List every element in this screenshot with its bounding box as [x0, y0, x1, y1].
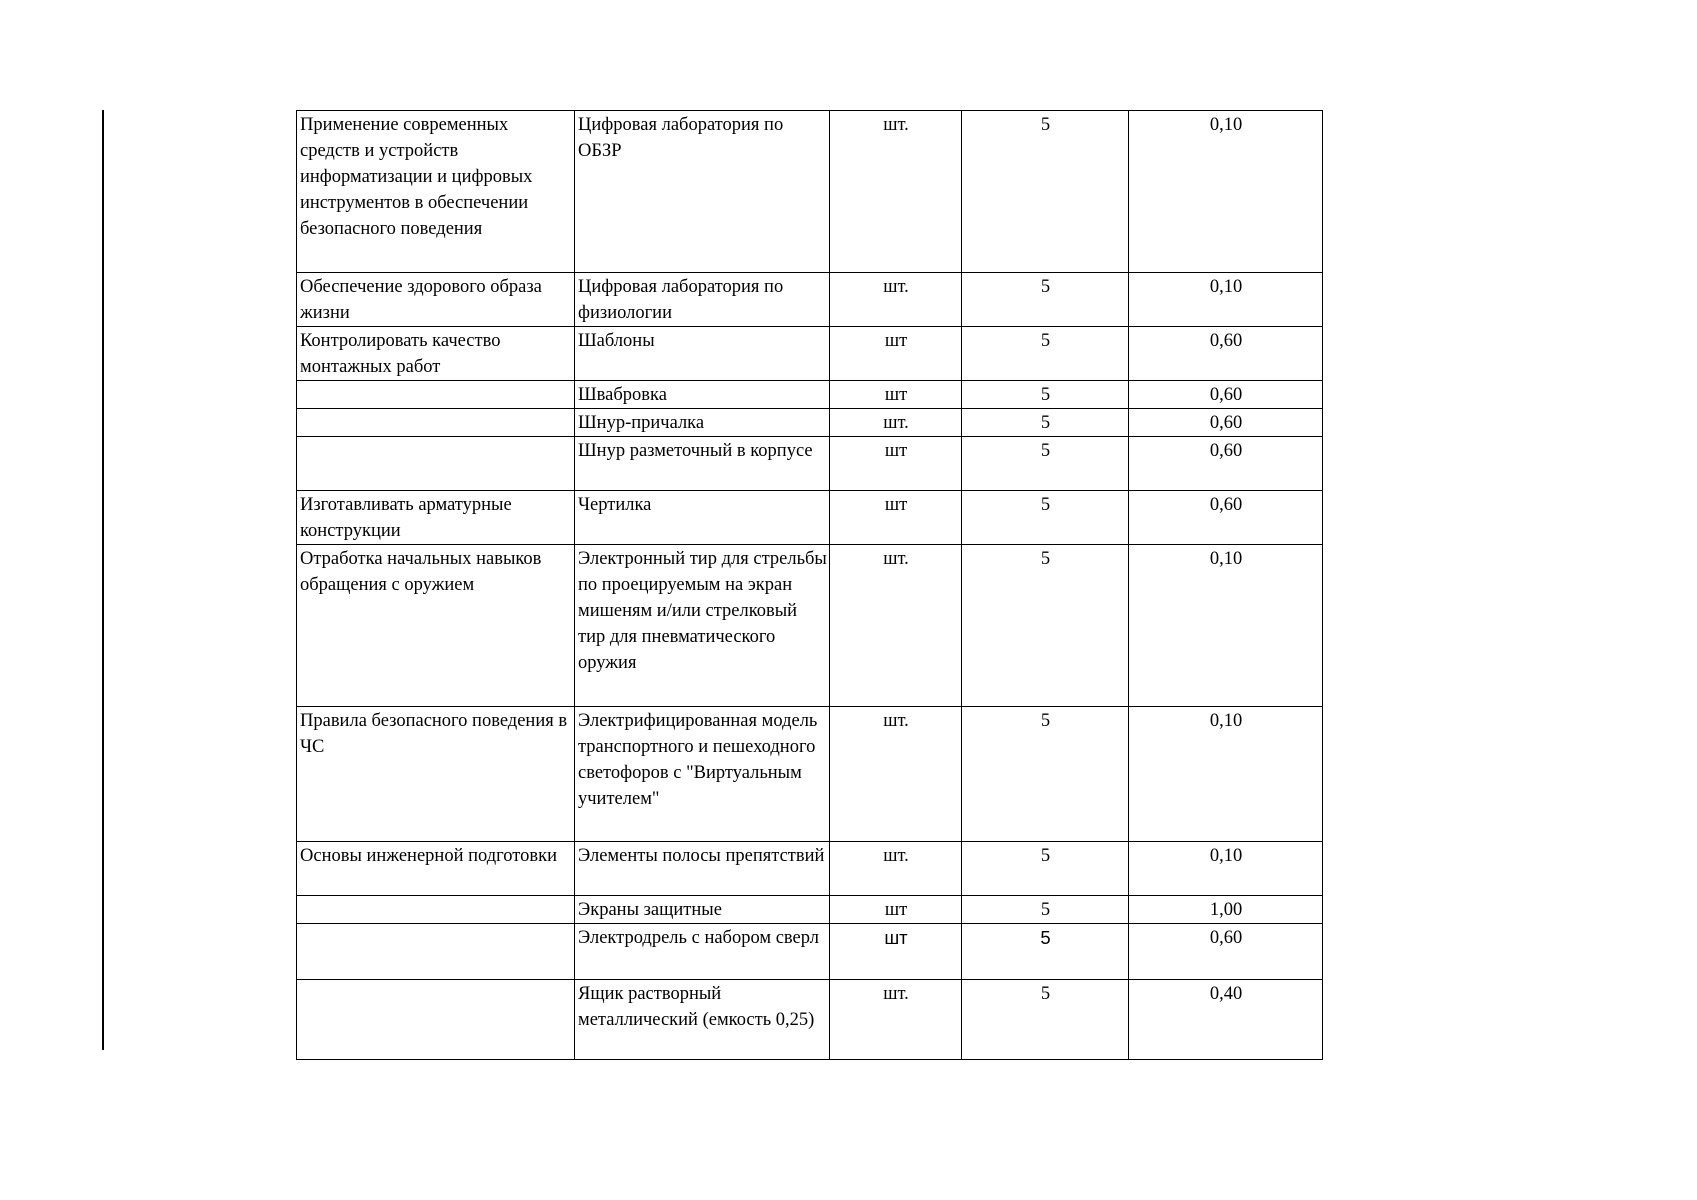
table-row — [297, 491, 1323, 545]
coef-cell: 0,10 — [1129, 545, 1323, 707]
qty-cell: 5 — [962, 707, 1129, 842]
item-cell: Электрифицированная модель транспортного и пешеходного светофоров с "Виртуальным учителем" — [575, 707, 830, 842]
table-row — [297, 545, 1323, 707]
area-cell — [297, 924, 575, 980]
area-cell: Обеспечение здорового образа жизни — [297, 273, 575, 327]
area-cell: Применение современных средств и устройств информатизации и цифровых инструментов в обеспечении безопасного поведения — [297, 111, 575, 273]
table-row — [297, 273, 1323, 327]
table-row — [297, 437, 1323, 491]
item-cell: Шнур разметочный в корпусе — [575, 437, 830, 491]
unit-cell: шт — [830, 327, 962, 381]
qty-cell: 5 — [962, 842, 1129, 896]
table-row — [297, 409, 1323, 437]
equipment-table — [296, 110, 1323, 1060]
area-cell — [297, 437, 575, 491]
item-cell: Экраны защитные — [575, 896, 830, 924]
coef-cell: 0,10 — [1129, 842, 1323, 896]
table-row — [297, 111, 1323, 273]
qty-cell: 5 — [962, 980, 1129, 1060]
qty-cell: 5 — [962, 545, 1129, 707]
item-cell: Элементы полосы препятствий — [575, 842, 830, 896]
area-cell: Контролировать качество монтажных работ — [297, 327, 575, 381]
qty-cell: 5 — [962, 924, 1129, 980]
area-cell — [297, 896, 575, 924]
item-cell: Шнур-причалка — [575, 409, 830, 437]
page-margin-line — [102, 110, 104, 1050]
unit-cell: шт. — [830, 409, 962, 437]
qty-cell: 5 — [962, 409, 1129, 437]
item-cell: Цифровая лаборатория по физиологии — [575, 273, 830, 327]
unit-cell: шт — [830, 491, 962, 545]
coef-cell: 0,60 — [1129, 409, 1323, 437]
item-cell: Шаблоны — [575, 327, 830, 381]
table-row — [297, 896, 1323, 924]
unit-cell: шт — [830, 381, 962, 409]
coef-cell: 0,10 — [1129, 111, 1323, 273]
item-cell: Чертилка — [575, 491, 830, 545]
area-cell — [297, 381, 575, 409]
qty-cell: 5 — [962, 896, 1129, 924]
item-cell: Электродрель с набором сверл — [575, 924, 830, 980]
table-row — [297, 980, 1323, 1060]
unit-cell: шт. — [830, 111, 962, 273]
unit-cell: шт. — [830, 980, 962, 1060]
item-cell: Цифровая лаборатория по ОБЗР — [575, 111, 830, 273]
coef-cell: 0,60 — [1129, 327, 1323, 381]
area-cell: Основы инженерной подготовки — [297, 842, 575, 896]
table-row — [297, 842, 1323, 896]
unit-cell: шт — [830, 896, 962, 924]
coef-cell: 0,60 — [1129, 381, 1323, 409]
area-cell: Правила безопасного поведения в ЧС — [297, 707, 575, 842]
coef-cell: 0,10 — [1129, 273, 1323, 327]
unit-cell: шт — [830, 437, 962, 491]
item-cell: Швабровка — [575, 381, 830, 409]
table-row — [297, 924, 1323, 980]
unit-cell: шт. — [830, 707, 962, 842]
area-cell: Отработка начальных навыков обращения с оружием — [297, 545, 575, 707]
table-row — [297, 707, 1323, 842]
qty-cell: 5 — [962, 491, 1129, 545]
qty-cell: 5 — [962, 327, 1129, 381]
coef-cell: 0,10 — [1129, 707, 1323, 842]
area-cell — [297, 980, 575, 1060]
coef-cell: 0,60 — [1129, 924, 1323, 980]
area-cell — [297, 409, 575, 437]
qty-cell: 5 — [962, 273, 1129, 327]
coef-cell: 0,40 — [1129, 980, 1323, 1060]
unit-cell: шт — [830, 924, 962, 980]
item-cell: Электронный тир для стрельбы по проецируемым на экран мишеням и/или стрелковый тир для пневматического оружия — [575, 545, 830, 707]
table-row — [297, 327, 1323, 381]
coef-cell: 0,60 — [1129, 437, 1323, 491]
item-cell: Ящик растворный металлический (емкость 0,25) — [575, 980, 830, 1060]
coef-cell: 1,00 — [1129, 896, 1323, 924]
table-row — [297, 381, 1323, 409]
qty-cell: 5 — [962, 437, 1129, 491]
area-cell: Изготавливать арматурные конструкции — [297, 491, 575, 545]
unit-cell: шт. — [830, 545, 962, 707]
unit-cell: шт. — [830, 273, 962, 327]
qty-cell: 5 — [962, 381, 1129, 409]
coef-cell: 0,60 — [1129, 491, 1323, 545]
unit-cell: шт. — [830, 842, 962, 896]
qty-cell: 5 — [962, 111, 1129, 273]
